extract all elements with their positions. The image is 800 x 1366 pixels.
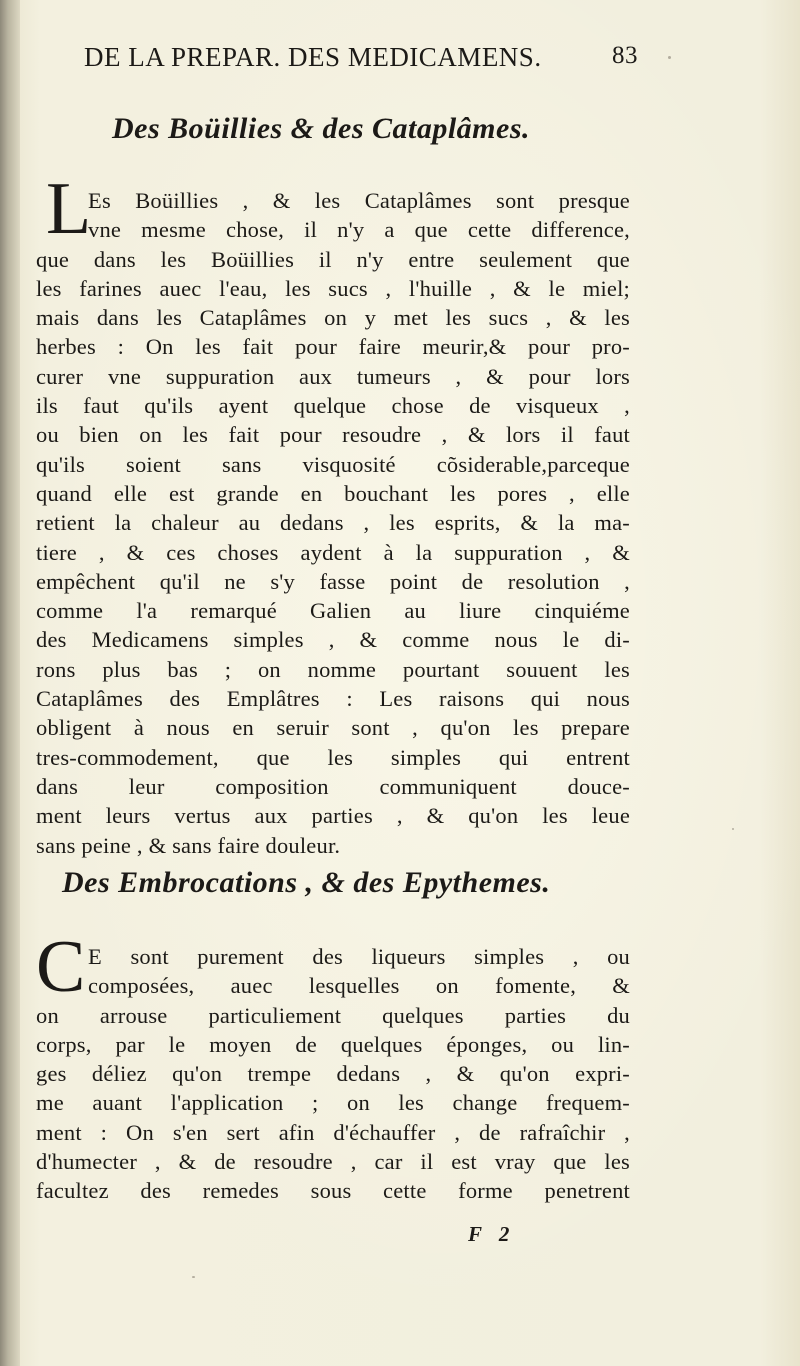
- text-line: Cataplâmes des Emplâtres : Les raisons qui nous: [36, 686, 630, 712]
- text-line: corps, par le moyen de quelques éponges, ou lin-: [36, 1031, 630, 1057]
- running-head: [84, 42, 644, 73]
- text-line: E sont purement des liqueurs simples , ou: [88, 944, 630, 969]
- text-line: tiere , & ces choses aydent à la suppuration , &: [36, 539, 630, 565]
- text-line: que dans les Boüillies il n'y entre seulement que: [36, 246, 630, 272]
- text-line: quand elle est grande en bouchant les pores , elle: [36, 480, 630, 506]
- page-number: 83: [612, 42, 638, 69]
- text-line: sans peine , & sans faire douleur.: [36, 832, 341, 858]
- section-body-embrocations: [36, 926, 630, 1206]
- text-line: ils faut qu'ils ayent quelque chose de visqueux ,: [36, 393, 630, 419]
- text-line: d'humecter , & de resoudre , car il est vray que les: [36, 1149, 630, 1175]
- section-heading-bouillies: Des Boüillies & des Cataplâmes.: [112, 112, 531, 145]
- text-line: mais dans les Cataplâmes on y met les sucs , & les: [36, 305, 630, 331]
- text-line: composées, auec lesquelles on fomente, &: [88, 973, 630, 999]
- text-line: qu'ils soient sans visquosité cõsiderable,parceque: [36, 451, 630, 477]
- text-line: des Medicamens simples , & comme nous le di-: [36, 627, 630, 653]
- drop-cap-letter: L: [46, 168, 92, 250]
- book-spine-shadow: [0, 0, 20, 1366]
- drop-cap-letter: C: [36, 926, 86, 1008]
- text-line: retient la chaleur au dedans , les esprits, & la ma-: [36, 510, 630, 536]
- text-line: obligent à nous en seruir sont , qu'on les prepare: [36, 715, 630, 741]
- text-line: ment : On s'en sert afin d'échauffer , de rafraîchir ,: [36, 1119, 630, 1145]
- section-body-bouillies: [36, 168, 630, 860]
- text-line: on arrouse particuliement quelques parties du: [36, 1002, 630, 1028]
- text-line: ment leurs vertus aux parties , & qu'on les leue: [36, 803, 630, 829]
- text-line: dans leur composition communiquent douce-: [36, 773, 630, 799]
- text-line: empêchent qu'il ne s'y fasse point de resolution ,: [36, 568, 630, 594]
- paper-speck: [732, 828, 734, 830]
- signature-mark: F 2: [468, 1222, 516, 1246]
- text-line: facultez des remedes sous cette forme penetrent: [36, 1178, 630, 1204]
- text-line: me auant l'application ; on les change frequem-: [36, 1090, 630, 1116]
- section-heading-embrocations: Des Embrocations , & des Epythemes.: [62, 866, 551, 899]
- running-head-title: DE LA PREPAR. DES MEDICAMENS.: [84, 42, 542, 72]
- text-line: curer vne suppuration aux tumeurs , & pour lors: [36, 363, 630, 389]
- paper-speck: [192, 1276, 195, 1278]
- paper-speck: [668, 56, 671, 59]
- text-line: ou bien on les fait pour resoudre , & lors il faut: [36, 422, 630, 448]
- text-line: les farines auec l'eau, les sucs , l'huille , & le miel;: [36, 275, 630, 301]
- text-line: tres-commodement, que les simples qui entrent: [36, 744, 630, 770]
- text-line: ges déliez qu'on trempe dedans , & qu'on expri-: [36, 1061, 630, 1087]
- text-line: vne mesme chose, il n'y a que cette difference,: [88, 217, 630, 243]
- text-line: rons plus bas ; on nomme pourtant souuent les: [36, 656, 630, 682]
- text-line: herbes : On les fait pour faire meurir,& pour pro-: [36, 334, 630, 360]
- text-line: comme l'a remarqué Galien au liure cinquiéme: [36, 598, 630, 624]
- text-line: Es Boüillies , & les Cataplâmes sont presque: [88, 188, 630, 213]
